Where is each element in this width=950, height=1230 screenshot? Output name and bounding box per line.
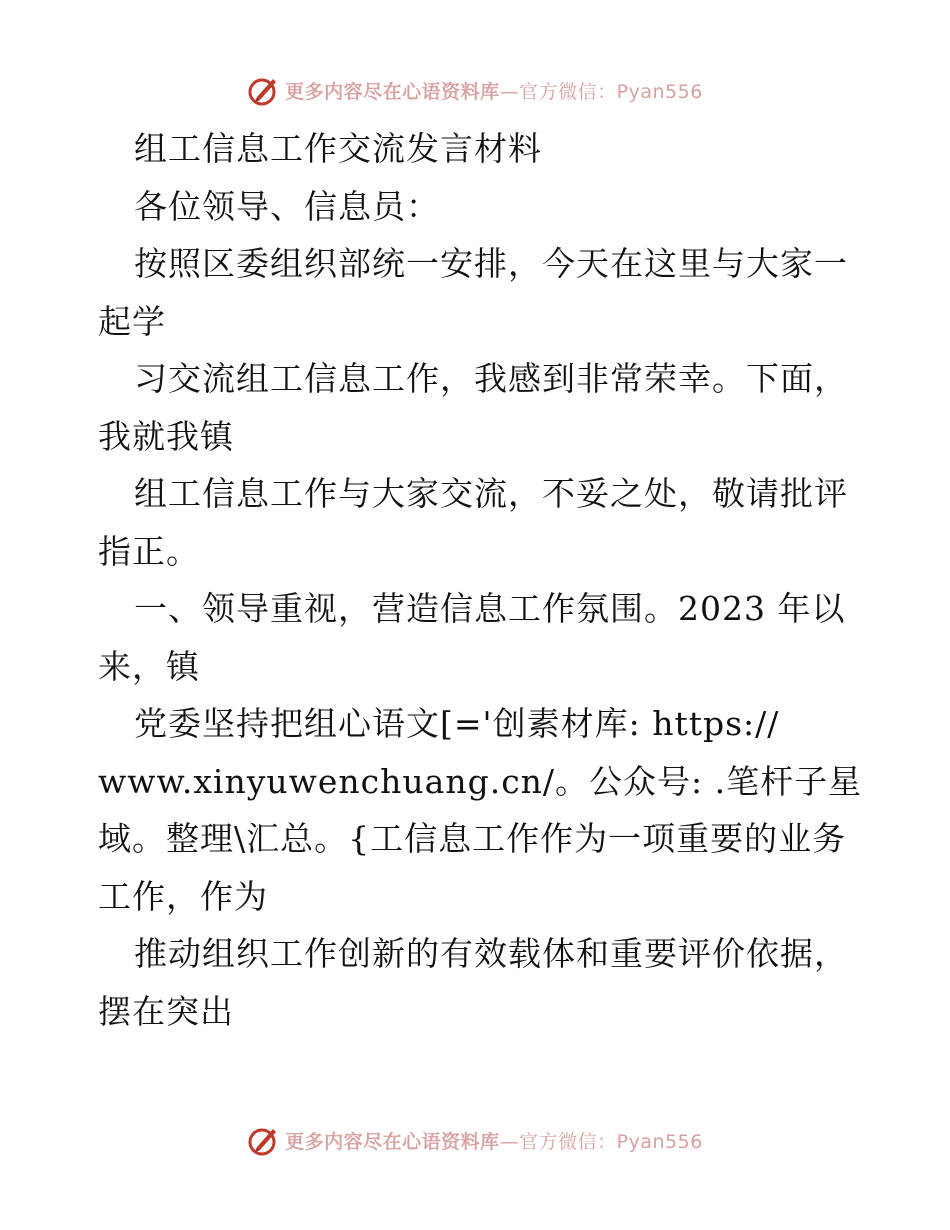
- text-line: www.xinyuwenchuang.cn/。公众号: .笔杆子星: [98, 761, 863, 801]
- text-line: 起学: [98, 301, 166, 341]
- text-line: 推动组织工作创新的有效载体和重要评价依据，: [134, 934, 848, 973]
- watermark-text: 更多内容尽在心语资料库—官方微信：Pyan556: [285, 1130, 703, 1153]
- pen-logo-icon: [247, 1123, 281, 1157]
- text-line: 摆在突出: [98, 991, 234, 1031]
- pen-logo-icon: [247, 73, 281, 107]
- text-line: 工作，作为: [98, 876, 268, 916]
- text-line: 组工信息工作与大家交流，不妥之处，敬请批评: [134, 474, 848, 513]
- document-body: [98, 120, 878, 1040]
- text-line: 组工信息工作交流发言材料: [134, 129, 542, 168]
- watermark-text: 更多内容尽在心语资料库—官方微信：Pyan556: [285, 80, 703, 103]
- text-line: 党委坚持把组心语文[='创素材库: https://: [134, 704, 780, 743]
- text-line: 习交流组工信息工作，我感到非常荣幸。下面，: [134, 359, 848, 398]
- header-watermark: [0, 70, 950, 110]
- text-line: 指正。: [98, 531, 200, 571]
- footer-watermark: [0, 1120, 950, 1160]
- text-line: 我就我镇: [98, 416, 234, 456]
- text-line: 按照区委组织部统一安排，今天在这里与大家一: [134, 244, 848, 283]
- text-line: 一、领导重视，营造信息工作氛围。2023 年以: [134, 589, 846, 628]
- text-line: 域。整理\汇总。{工信息工作作为一项重要的业务: [98, 819, 847, 858]
- text-line: 各位领导、信息员：: [134, 186, 440, 226]
- text-line: 来，镇: [98, 646, 200, 686]
